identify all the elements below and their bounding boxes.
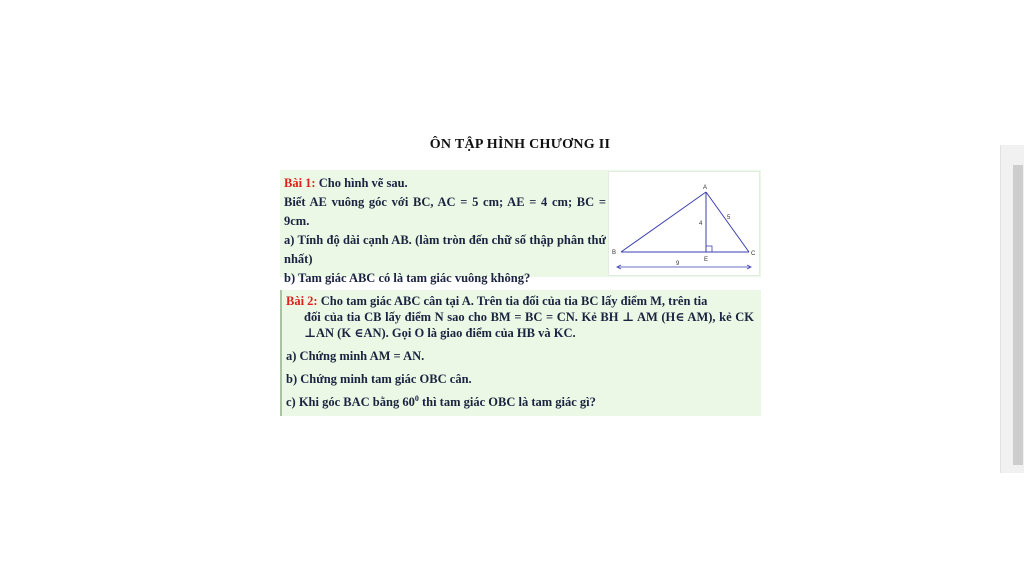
exercise-2-text: [286, 293, 754, 410]
point-label-e: E: [704, 257, 709, 263]
right-angle-mark: [706, 246, 712, 252]
vertex-label-c: C: [751, 251, 756, 257]
exercise-1-panel: [280, 170, 761, 285]
length-label-bc: 9: [676, 261, 680, 267]
exercise-1-part-b: b) Tam giác ABC có là tam giác vuông không?: [284, 271, 531, 285]
length-label-ae: 4: [699, 221, 703, 227]
exercise-2-label: Bài 2:: [286, 294, 318, 308]
exercise-1-given: Biết AE vuông góc với BC, AC = 5 cm; AE = 4 cm; BC = 9cm.: [284, 195, 606, 228]
triangle-figure: [608, 171, 760, 276]
vertical-scrollbar[interactable]: [1000, 145, 1024, 473]
exercise-2-part-b: b) Chứng minh tam giác OBC cân.: [286, 372, 472, 386]
exercise-2-panel: [280, 290, 761, 416]
document-title: ÔN TẬP HÌNH CHƯƠNG II: [429, 137, 611, 152]
side-ab: [621, 192, 706, 252]
exercise-2-part-a: a) Chứng minh AM = AN.: [286, 349, 425, 363]
exercise-1-intro: Bài 1: Cho hình vẽ sau.: [284, 176, 408, 190]
exercise-1-part-a: a) Tính độ dài cạnh AB. (làm tròn đến chữ số thập phân thứ nhất): [284, 233, 606, 266]
vertex-label-a: A: [703, 185, 708, 191]
exercise-2-statement: Bài 2: Cho tam giác ABC cân tại A. Trên tia đối của tia BC lấy điểm M, trên tia đối của tia CB lấy điểm N sao cho BM = BC = CN. Kẻ BH ⊥ AM (H∈ AM), kẻ CK ⊥AN (K ∈AN). Gọi O là giao điểm của HB và KC.: [286, 294, 754, 340]
exercise-1-text: [284, 174, 606, 288]
triangle-diagram: [609, 172, 759, 275]
scrollbar-thumb[interactable]: [1013, 165, 1023, 465]
side-ac: [706, 192, 749, 252]
exercise-2-part-c: c) Khi góc BAC bằng $60^0$ thì tam giác OBC là tam giác gì?: [286, 393, 596, 409]
exercise-1-label: Bài 1:: [284, 176, 316, 190]
vertex-label-b: B: [612, 250, 617, 256]
length-label-ac: 5: [727, 215, 731, 221]
